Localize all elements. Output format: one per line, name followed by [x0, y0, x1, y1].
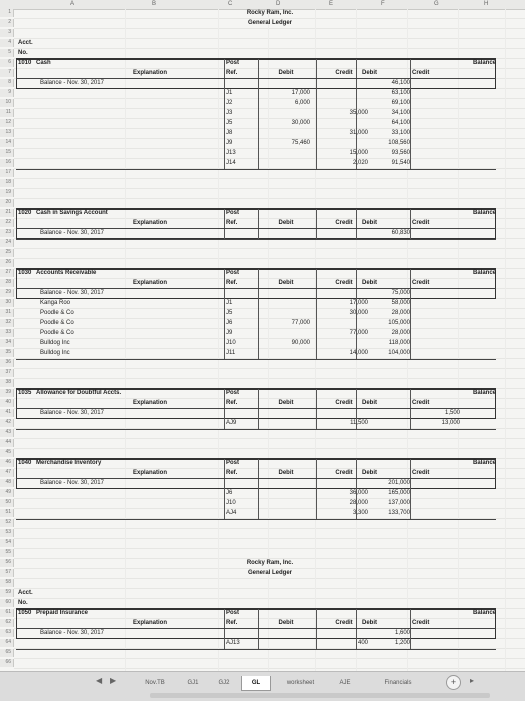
entry-explanation[interactable]: Poodle & Co	[40, 310, 74, 316]
balance-credit-label[interactable]: Credit	[412, 400, 430, 406]
entry-credit[interactable]: 17,000	[349, 300, 368, 306]
entry-post-ref[interactable]: AJ4	[226, 510, 237, 516]
row-number[interactable]: 27	[0, 269, 14, 277]
entry-balance-debit[interactable]: 1,200	[394, 640, 410, 646]
row-number[interactable]: 13	[0, 129, 14, 137]
entry-balance-debit[interactable]: 46,100	[391, 80, 410, 86]
row-number[interactable]: 23	[0, 229, 14, 237]
grid-line	[14, 188, 525, 189]
row-number[interactable]: 41	[0, 409, 14, 417]
ledger-column-divider	[316, 209, 317, 239]
row-number[interactable]: 53	[0, 529, 14, 537]
row-number[interactable]: 62	[0, 619, 14, 627]
row-number[interactable]: 47	[0, 469, 14, 477]
entry-credit[interactable]: 36,000	[349, 490, 368, 496]
entry-debit[interactable]: 30,000	[291, 120, 310, 126]
explanation-label[interactable]: Explanation	[132, 220, 167, 226]
column-header-e[interactable]: E	[329, 1, 334, 7]
entry-explanation[interactable]: Balance - Nov. 30, 2017	[40, 230, 104, 236]
balance-credit-label[interactable]: Credit	[412, 620, 430, 626]
account-number[interactable]: 1035	[18, 390, 32, 396]
balance-debit-label[interactable]: Debit	[362, 470, 377, 476]
entry-post-ref[interactable]: J9	[226, 140, 233, 146]
row-number[interactable]: 18	[0, 179, 14, 187]
grid-line	[14, 578, 525, 579]
entry-explanation[interactable]: Balance - Nov. 30, 2017	[40, 630, 104, 636]
credit-label[interactable]: Credit	[335, 470, 353, 476]
entry-balance-debit[interactable]: 60,830	[391, 230, 410, 236]
tab-gj2[interactable]: GJ2	[218, 680, 230, 686]
column-header-g[interactable]: G	[434, 1, 439, 7]
row-number[interactable]: 32	[0, 319, 14, 327]
entry-explanation[interactable]: Balance - Nov. 30, 2017	[40, 80, 104, 86]
row-number[interactable]: 63	[0, 629, 14, 637]
entry-balance-debit[interactable]: 58,000	[391, 300, 410, 306]
grid-line	[14, 588, 525, 589]
entry-credit[interactable]: 30,000	[349, 310, 368, 316]
entry-explanation[interactable]: Bulldog Inc	[40, 350, 70, 356]
entry-post-ref[interactable]: J3	[226, 110, 233, 116]
row-number[interactable]: 26	[0, 259, 14, 267]
grid-line	[14, 108, 525, 109]
entry-balance-credit[interactable]: 13,000	[441, 420, 460, 426]
entry-post-ref[interactable]: J1	[226, 300, 233, 306]
account-block-bottom	[16, 519, 496, 520]
entry-explanation[interactable]: Kanga Roo	[40, 300, 71, 306]
sheet-tab-bar	[0, 671, 525, 701]
row-number[interactable]: 14	[0, 139, 14, 147]
row-number[interactable]: 55	[0, 549, 14, 557]
post-label[interactable]: Post	[226, 610, 240, 616]
row-number[interactable]: 30	[0, 299, 14, 307]
row-number[interactable]: 60	[0, 599, 14, 607]
debit-label[interactable]: Debit	[278, 220, 294, 226]
column-header-d[interactable]: D	[276, 1, 281, 7]
entry-debit[interactable]: 90,000	[291, 340, 310, 346]
ledger-column-divider	[224, 269, 225, 359]
entry-post-ref[interactable]: J11	[226, 350, 236, 356]
column-header-c[interactable]: C	[228, 1, 233, 7]
account-block-bottom	[16, 239, 496, 240]
entry-explanation[interactable]: Poodle & Co	[40, 320, 74, 326]
row-number[interactable]: 7	[0, 69, 14, 77]
entry-explanation[interactable]: Balance - Nov. 30, 2017	[40, 410, 104, 416]
grid-line	[14, 548, 525, 549]
row-number[interactable]: 48	[0, 479, 14, 487]
add-sheet-button[interactable]: +	[446, 675, 461, 690]
entry-balance-debit[interactable]: 33,100	[391, 130, 410, 136]
ref-label[interactable]: Ref.	[226, 620, 238, 626]
balance-label[interactable]: Balance	[472, 270, 496, 276]
row-number[interactable]: 29	[0, 289, 14, 297]
debit-label[interactable]: Debit	[278, 470, 294, 476]
ref-label[interactable]: Ref.	[226, 220, 238, 226]
debit-label[interactable]: Debit	[278, 70, 294, 76]
row-number[interactable]: 8	[0, 79, 14, 87]
credit-label[interactable]: Credit	[335, 220, 353, 226]
ledger-column-divider	[316, 59, 317, 169]
entry-post-ref[interactable]: J9	[226, 330, 233, 336]
entry-balance-debit[interactable]: 75,000	[391, 290, 410, 296]
entry-post-ref[interactable]: J5	[226, 310, 233, 316]
account-block-bottom	[16, 359, 496, 360]
entry-post-ref[interactable]: J2	[226, 100, 233, 106]
ledger-report-title-2[interactable]: General Ledger	[247, 570, 292, 576]
ledger-column-divider	[316, 389, 317, 429]
entry-balance-debit[interactable]: 63,100	[391, 90, 410, 96]
row-number[interactable]: 28	[0, 279, 14, 287]
account-number[interactable]: 1010	[18, 60, 32, 66]
entry-post-ref[interactable]: J10	[226, 500, 236, 506]
ref-label[interactable]: Ref.	[226, 470, 238, 476]
row-number[interactable]: 54	[0, 539, 14, 547]
grid-line	[14, 378, 525, 379]
ledger-report-title[interactable]: General Ledger	[247, 20, 292, 26]
entry-balance-debit[interactable]: 165,000	[388, 490, 410, 496]
row-number[interactable]: 24	[0, 239, 14, 247]
column-grid-line	[458, 9, 459, 671]
row-number[interactable]: 22	[0, 219, 14, 227]
entry-explanation[interactable]: Bulldog Inc	[40, 340, 70, 346]
acct-no-label-2[interactable]: No.	[18, 600, 28, 606]
account-name[interactable]: Allowance for Doubtful Accts.	[36, 390, 122, 396]
ledger-column-divider	[316, 459, 317, 519]
account-number[interactable]: 1020	[18, 210, 32, 216]
row-number[interactable]: 15	[0, 149, 14, 157]
entry-credit[interactable]: 14,000	[349, 350, 368, 356]
grid-line	[14, 368, 525, 369]
grid-line	[14, 438, 525, 439]
tab-aje[interactable]: AJE	[339, 680, 351, 686]
balance-debit-label[interactable]: Debit	[362, 220, 377, 226]
balance-debit-label[interactable]: Debit	[362, 280, 377, 286]
account-number[interactable]: 1050	[18, 610, 32, 616]
explanation-label[interactable]: Explanation	[132, 620, 167, 626]
debit-label[interactable]: Debit	[278, 400, 294, 406]
row-number[interactable]: 59	[0, 589, 14, 597]
ref-label[interactable]: Ref.	[226, 400, 238, 406]
post-label[interactable]: Post	[226, 460, 240, 466]
balance-label[interactable]: Balance	[472, 210, 496, 216]
balance-label[interactable]: Balance	[472, 60, 496, 66]
entry-debit[interactable]: 17,000	[291, 90, 310, 96]
row-number[interactable]: 19	[0, 189, 14, 197]
row-number[interactable]: 34	[0, 339, 14, 347]
grid-line	[14, 198, 525, 199]
entry-balance-debit[interactable]: 28,000	[391, 330, 410, 336]
grid-line	[14, 258, 525, 259]
balance-credit-label[interactable]: Credit	[412, 470, 430, 476]
account-name[interactable]: Accounts Receivable	[36, 270, 97, 276]
row-number[interactable]: 39	[0, 389, 14, 397]
entry-balance-debit[interactable]: 104,000	[388, 350, 410, 356]
grid-line	[14, 248, 525, 249]
tab-worksheet[interactable]: worksheet	[286, 680, 315, 686]
tab-scroll-right-icon[interactable]: ▸	[470, 676, 475, 685]
balance-credit-label[interactable]: Credit	[412, 280, 430, 286]
entry-credit[interactable]: 28,000	[349, 500, 368, 506]
row-number[interactable]: 45	[0, 449, 14, 457]
account-number[interactable]: 1030	[18, 270, 32, 276]
row-number[interactable]: 40	[0, 399, 14, 407]
post-label[interactable]: Post	[226, 270, 240, 276]
row-number[interactable]: 56	[0, 559, 14, 567]
balance-label[interactable]: Balance	[472, 610, 496, 616]
entry-balance-debit[interactable]: 1,600	[394, 630, 410, 636]
ledger-column-divider	[224, 209, 225, 239]
entry-credit[interactable]: 400	[357, 640, 368, 646]
row-number[interactable]: 31	[0, 309, 14, 317]
ledger-column-divider	[316, 609, 317, 649]
grid-line	[14, 528, 525, 529]
account-block-bottom	[16, 169, 496, 170]
balance-debit-label[interactable]: Debit	[362, 70, 377, 76]
entry-post-ref[interactable]: J13	[226, 150, 236, 156]
entry-balance-debit[interactable]: 64,100	[391, 120, 410, 126]
entry-post-ref[interactable]: J6	[226, 490, 233, 496]
grid-line	[14, 498, 525, 499]
row-number[interactable]: 25	[0, 249, 14, 257]
grid-line	[14, 158, 525, 159]
ledger-column-divider	[224, 59, 225, 169]
entry-balance-debit[interactable]: 69,100	[391, 100, 410, 106]
row-number[interactable]: 12	[0, 119, 14, 127]
debit-label[interactable]: Debit	[278, 620, 294, 626]
row-number[interactable]: 57	[0, 569, 14, 577]
acct-no-label[interactable]: No.	[18, 50, 28, 56]
row-number[interactable]: 52	[0, 519, 14, 527]
column-header-a[interactable]: A	[70, 1, 75, 7]
credit-label[interactable]: Credit	[335, 620, 353, 626]
row-number[interactable]: 61	[0, 609, 14, 617]
grid-line	[14, 178, 525, 179]
grid-line	[14, 28, 525, 29]
acct-label-2[interactable]: Acct.	[18, 590, 33, 596]
row-number[interactable]: 66	[0, 659, 14, 667]
sheet-grid[interactable]	[0, 9, 525, 671]
grid-line	[14, 38, 525, 39]
row-number[interactable]: 11	[0, 109, 14, 117]
row-number[interactable]: 65	[0, 649, 14, 657]
account-name[interactable]: Prepaid Insurance	[36, 610, 89, 616]
ledger-column-divider	[224, 389, 225, 429]
account-name[interactable]: Merchandise Inventory	[36, 460, 102, 466]
balance-label[interactable]: Balance	[472, 390, 496, 396]
explanation-label[interactable]: Explanation	[132, 280, 167, 286]
entry-balance-debit[interactable]: 118,000	[388, 340, 410, 346]
column-header-f[interactable]: F	[381, 1, 385, 7]
row-number[interactable]: 33	[0, 329, 14, 337]
row-number[interactable]: 2	[0, 19, 14, 27]
column-header-h[interactable]: H	[484, 1, 489, 7]
entry-debit[interactable]: 77,000	[291, 320, 310, 326]
tab-nov-tb[interactable]: Nov.TB	[145, 680, 165, 686]
grid-line	[14, 48, 525, 49]
entry-debit[interactable]: 75,460	[291, 140, 310, 146]
explanation-label[interactable]: Explanation	[132, 400, 167, 406]
column-header-b[interactable]: B	[152, 1, 157, 7]
ledger-column-divider	[258, 209, 259, 239]
row-number[interactable]: 37	[0, 369, 14, 377]
row-number[interactable]: 51	[0, 509, 14, 517]
row-number[interactable]: 3	[0, 29, 14, 37]
grid-line	[14, 668, 525, 669]
balance-credit-label[interactable]: Credit	[412, 70, 430, 76]
entry-post-ref[interactable]: J1	[226, 90, 233, 96]
row-number[interactable]: 4	[0, 39, 14, 47]
entry-credit[interactable]: 2,020	[352, 160, 368, 166]
entry-credit[interactable]: 31,000	[349, 130, 368, 136]
explanation-label[interactable]: Explanation	[132, 470, 167, 476]
entry-debit[interactable]: 6,000	[294, 100, 310, 106]
grid-line	[14, 538, 525, 539]
ledger-column-divider	[224, 459, 225, 519]
credit-label[interactable]: Credit	[335, 70, 353, 76]
entry-balance-debit[interactable]: 34,100	[391, 110, 410, 116]
post-label[interactable]: Post	[226, 210, 240, 216]
entry-balance-debit[interactable]: 105,000	[388, 320, 410, 326]
row-number[interactable]: 6	[0, 59, 14, 67]
entry-credit[interactable]: 77,000	[349, 330, 368, 336]
tab-gj1[interactable]: GJ1	[187, 680, 199, 686]
grid-line	[14, 508, 525, 509]
tab-gl[interactable]: GL	[241, 676, 271, 691]
entry-credit[interactable]: 3,300	[352, 510, 368, 516]
ref-label[interactable]: Ref.	[226, 70, 238, 76]
row-number[interactable]: 5	[0, 49, 14, 57]
ledger-company-title[interactable]: Rocky Ram, Inc.	[246, 10, 294, 16]
entry-post-ref[interactable]: J14	[226, 160, 236, 166]
grid-line	[14, 658, 525, 659]
account-name[interactable]: Cash	[36, 60, 51, 66]
ledger-column-divider	[410, 459, 411, 519]
account-number[interactable]: 1040	[18, 460, 32, 466]
entry-post-ref[interactable]: AJ13	[226, 640, 240, 646]
entry-credit[interactable]: 11,500	[350, 420, 368, 426]
row-number[interactable]: 20	[0, 199, 14, 207]
credit-label[interactable]: Credit	[335, 400, 353, 406]
entry-post-ref[interactable]: J8	[226, 130, 233, 136]
balance-debit-label[interactable]: Debit	[362, 400, 377, 406]
row-number[interactable]: 17	[0, 169, 14, 177]
grid-line	[14, 148, 525, 149]
entry-balance-debit[interactable]: 28,000	[391, 310, 410, 316]
entry-explanation[interactable]: Balance - Nov. 30, 2017	[40, 480, 104, 486]
entry-balance-credit[interactable]: 1,500	[444, 410, 460, 416]
ref-label[interactable]: Ref.	[226, 280, 238, 286]
entry-balance-debit[interactable]: 133,700	[388, 510, 410, 516]
ledger-column-divider	[224, 609, 225, 649]
row-number[interactable]: 46	[0, 459, 14, 467]
grid-line	[14, 598, 525, 599]
row-number[interactable]: 43	[0, 429, 14, 437]
row-number[interactable]: 38	[0, 379, 14, 387]
post-label[interactable]: Post	[226, 60, 240, 66]
entry-explanation[interactable]: Poodle & Co	[40, 330, 74, 336]
explanation-label[interactable]: Explanation	[132, 70, 167, 76]
entry-balance-debit[interactable]: 108,560	[388, 140, 410, 146]
row-number[interactable]: 49	[0, 489, 14, 497]
entry-balance-debit[interactable]: 93,560	[391, 150, 410, 156]
column-grid-line	[505, 9, 506, 671]
row-number[interactable]: 16	[0, 159, 14, 167]
row-number[interactable]: 10	[0, 99, 14, 107]
scroll-left-icon[interactable]: ◀	[96, 676, 103, 685]
ledger-column-divider	[410, 269, 411, 359]
horizontal-scrollbar[interactable]	[150, 693, 490, 698]
balance-debit-label[interactable]: Debit	[362, 620, 377, 626]
grid-line	[14, 448, 525, 449]
row-number[interactable]: 42	[0, 419, 14, 427]
row-number[interactable]: 1	[0, 9, 14, 17]
row-number[interactable]: 36	[0, 359, 14, 367]
ledger-column-divider	[410, 59, 411, 169]
entry-credit[interactable]: 15,000	[349, 150, 368, 156]
entry-post-ref[interactable]: J6	[226, 320, 233, 326]
row-number[interactable]: 58	[0, 579, 14, 587]
row-number[interactable]: 21	[0, 209, 14, 217]
entry-post-ref[interactable]: J5	[226, 120, 233, 126]
row-number[interactable]: 64	[0, 639, 14, 647]
account-block-bottom	[16, 649, 496, 650]
debit-label[interactable]: Debit	[278, 280, 294, 286]
balance-credit-label[interactable]: Credit	[412, 220, 430, 226]
post-label[interactable]: Post	[226, 390, 240, 396]
entry-post-ref[interactable]: AJ9	[226, 420, 237, 426]
credit-label[interactable]: Credit	[335, 280, 353, 286]
row-number[interactable]: 35	[0, 349, 14, 357]
account-name[interactable]: Cash in Savings Account	[36, 210, 108, 216]
scroll-right-icon[interactable]: ▶	[110, 676, 117, 685]
account-block-bottom	[16, 429, 496, 430]
row-number[interactable]: 9	[0, 89, 14, 97]
balance-label[interactable]: Balance	[472, 460, 496, 466]
entry-balance-debit[interactable]: 91,540	[391, 160, 410, 166]
entry-post-ref[interactable]: J10	[226, 340, 236, 346]
ledger-column-divider	[316, 269, 317, 359]
row-number[interactable]: 50	[0, 499, 14, 507]
entry-credit[interactable]: 35,000	[349, 110, 368, 116]
acct-label[interactable]: Acct.	[18, 40, 33, 46]
entry-explanation[interactable]: Balance - Nov. 30, 2017	[40, 290, 104, 296]
grid-line	[14, 128, 525, 129]
row-number[interactable]: 44	[0, 439, 14, 447]
entry-balance-debit[interactable]: 137,000	[388, 500, 410, 506]
tab-financials[interactable]: Financials	[384, 680, 412, 686]
ledger-company-title-2[interactable]: Rocky Ram, Inc.	[246, 560, 294, 566]
entry-balance-debit[interactable]: 201,000	[388, 480, 410, 486]
